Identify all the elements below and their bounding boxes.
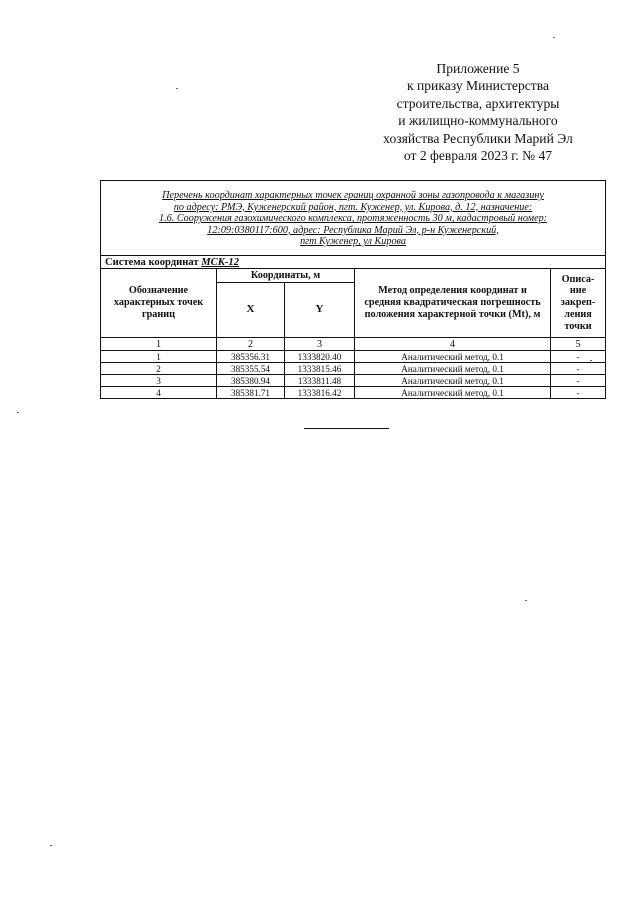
coordinate-system-value: МСК-12 bbox=[201, 256, 240, 268]
cell-x: 385380.94 bbox=[217, 375, 285, 387]
appendix-line: к приказу Министерства bbox=[406, 78, 550, 94]
cell-description: - bbox=[551, 363, 606, 375]
appendix-line: и жилищно-коммунального bbox=[398, 113, 558, 129]
table-title bbox=[101, 181, 606, 256]
cell-description: - bbox=[551, 387, 606, 399]
appendix-line: Приложение 5 bbox=[436, 61, 520, 76]
table-row bbox=[101, 351, 606, 363]
column-numbers-row bbox=[101, 338, 606, 351]
table-title-line: 12:09:0380117:600, адрес: Республика Марий Эл, р-н Куженерский, bbox=[207, 224, 499, 236]
column-number: 2 bbox=[217, 338, 285, 351]
scan-speck bbox=[50, 845, 52, 846]
coordinate-system-row bbox=[101, 256, 606, 269]
cell-y: 1333815.46 bbox=[285, 363, 355, 375]
table-row bbox=[101, 387, 606, 399]
table-title-line: Перечень координат характерных точек границ охранной зоны газопровода к магазину bbox=[162, 190, 544, 202]
header-row-1 bbox=[101, 269, 606, 283]
header-x: X bbox=[217, 283, 285, 338]
coordinate-system-label: Система координат bbox=[105, 256, 199, 268]
column-number: 3 bbox=[285, 338, 355, 351]
cell-x: 385356.31 bbox=[217, 351, 285, 363]
cell-x: 385355.54 bbox=[217, 363, 285, 375]
cell-point: 1 bbox=[101, 351, 217, 363]
appendix-line: строительства, архитектуры bbox=[396, 95, 560, 111]
table-title-line: по адресу: РМЭ, Куженерский район, пгт. Куженер, ул. Кирова, д. 12, назначение: bbox=[173, 201, 533, 213]
table-row bbox=[101, 363, 606, 375]
cell-method: Аналитический метод, 0.1 bbox=[355, 363, 551, 375]
cell-y: 1333816.42 bbox=[285, 387, 355, 399]
coordinate-system bbox=[101, 256, 606, 269]
scan-speck bbox=[590, 360, 592, 361]
header-coordinates: Координаты, м bbox=[217, 269, 355, 283]
table-title-line: пгт Куженер, ул Кирова bbox=[300, 236, 406, 248]
cell-point: 4 bbox=[101, 387, 217, 399]
coordinates-table bbox=[100, 180, 606, 399]
appendix-line: от 2 февраля 2023 г. № 47 bbox=[403, 148, 553, 164]
cell-y: 1333820.40 bbox=[285, 351, 355, 363]
cell-x: 385381.71 bbox=[217, 387, 285, 399]
cell-method: Аналитический метод, 0.1 bbox=[355, 351, 551, 363]
appendix-line: хозяйства Республики Марий Эл bbox=[383, 130, 573, 146]
cell-point: 3 bbox=[101, 375, 217, 387]
scan-speck bbox=[17, 412, 19, 413]
column-number: 4 bbox=[355, 338, 551, 351]
cell-point: 2 bbox=[101, 363, 217, 375]
cell-method: Аналитический метод, 0.1 bbox=[355, 387, 551, 399]
header-y: Y bbox=[285, 283, 355, 338]
table-row bbox=[101, 375, 606, 387]
table-title-line: 1.6. Сооружения газохимического комплекса, протяженность 30 м, кадастровый номер: bbox=[158, 213, 548, 225]
scan-speck bbox=[176, 88, 178, 89]
appendix-header bbox=[340, 60, 616, 164]
cell-description: - bbox=[551, 375, 606, 387]
table-title-row bbox=[101, 181, 606, 256]
scan-speck bbox=[553, 37, 555, 38]
cell-y: 1333811.48 bbox=[285, 375, 355, 387]
column-number: 1 bbox=[101, 338, 217, 351]
scan-speck bbox=[525, 600, 527, 601]
cell-method: Аналитический метод, 0.1 bbox=[355, 375, 551, 387]
header-method: Метод определения координат и средняя квадратическая погрешность положения характерной точки (Mt), м bbox=[355, 269, 551, 338]
column-number: 5 bbox=[551, 338, 606, 351]
header-description: Описа-ние закреп-ления точки bbox=[551, 269, 606, 338]
end-separator-line bbox=[304, 428, 389, 429]
cell-description: - bbox=[551, 351, 606, 363]
header-designation: Обозначение характерных точек границ bbox=[101, 269, 217, 338]
